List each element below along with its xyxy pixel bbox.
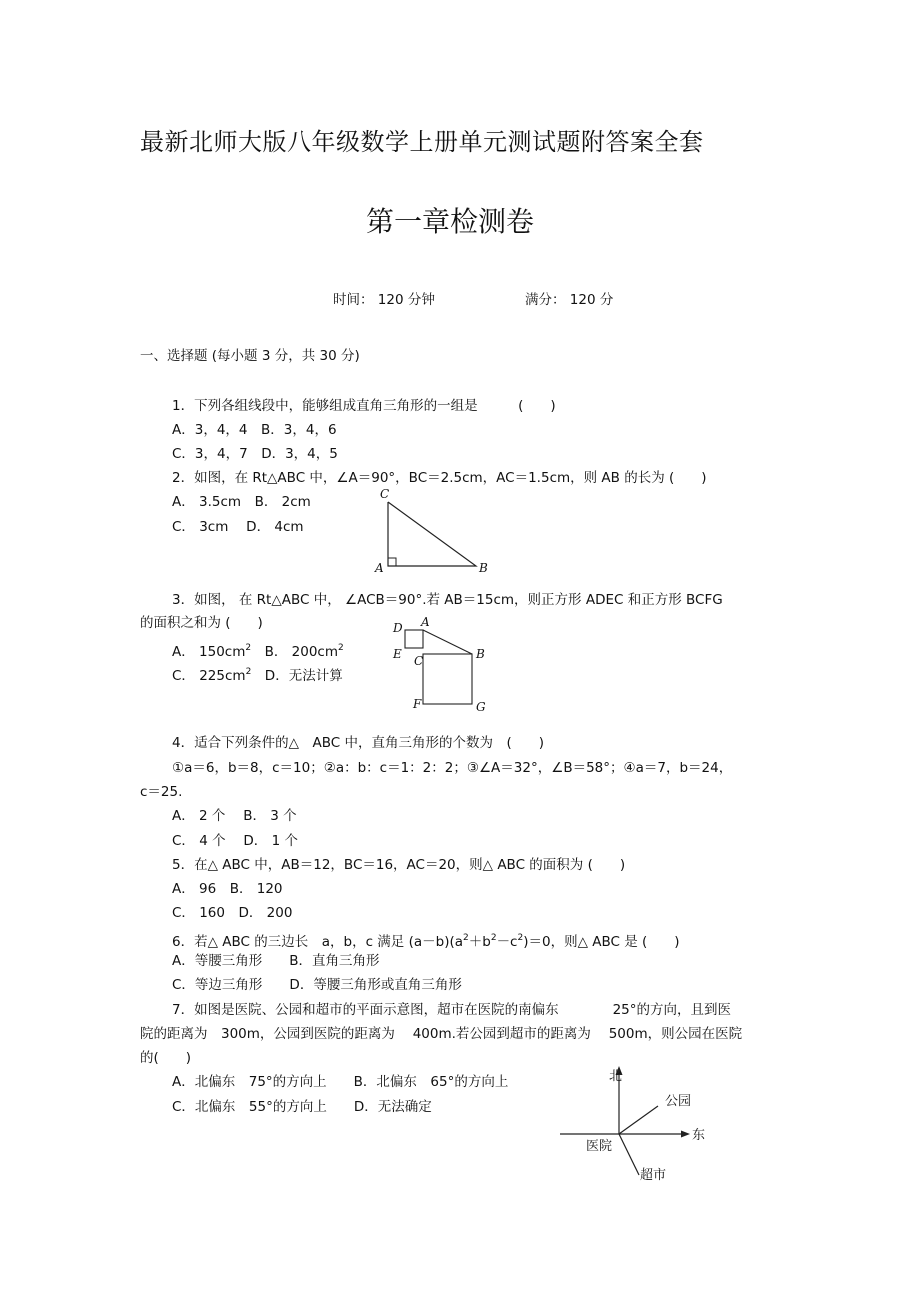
document-title: 最新北师大版八年级数学上册单元测试题附答案全套 (140, 128, 704, 156)
question-7-stem-cont: 院的距离为 300m，公园到医院的距离为 400m.若公园到超市的距离为 500m，则公园在医院 (140, 1026, 743, 1042)
unit-exponent: 2 (245, 643, 252, 653)
exam-time: 时间： 120 分钟 (333, 292, 435, 308)
question-1-options-ab: A．3，4，4 B．3，4，6 (172, 422, 337, 438)
label-d: D (393, 621, 403, 635)
label-north: 北 (609, 1069, 623, 1084)
option-b: B． 200cm (264, 644, 339, 660)
exponent: 2 (517, 933, 524, 943)
path-to-park (619, 1106, 658, 1134)
label-f: F (413, 697, 422, 711)
label-b: B (479, 561, 488, 575)
question-6-options-cd: C．等边三角形 D．等腰三角形或直角三角形 (172, 977, 462, 993)
question-5-stem: 5．在△ ABC 中，AB＝12，BC＝16，AC＝20，则△ ABC 的面积为 ( ) (172, 857, 626, 873)
option-d: D．无法计算 (264, 668, 343, 684)
right-angle-mark (388, 558, 396, 566)
label-e: E (393, 647, 402, 661)
path-to-market (619, 1134, 639, 1175)
exponent: 2 (490, 933, 497, 943)
question-1-stem: 1．下列各组线段中，能够组成直角三角形的一组是 ( ) (172, 398, 556, 414)
label-a: A (421, 615, 430, 629)
label-c: C (380, 487, 390, 501)
stem-part-b: ＋b (468, 934, 491, 950)
triangle-acb (423, 630, 472, 654)
question-2-stem: 2．如图，在 Rt△ABC 中，∠A＝90°，BC＝2.5cm，AC＝1.5cm，则 AB 的长为 ( ) (172, 470, 707, 486)
question-5-options-cd: C． 160 D． 200 (172, 905, 293, 921)
question-7-stem-end: 的( ) (140, 1050, 192, 1066)
triangle-abc (388, 502, 476, 566)
square-bcfg (423, 654, 472, 704)
question-2-options-cd: C． 3cm D． 4cm (172, 519, 304, 535)
question-3-stem-cont: 的面积之和为 ( ) (140, 615, 263, 631)
label-g: G (476, 700, 486, 714)
question-3-stem: 3．如图， 在 Rt△ABC 中， ∠ACB＝90°.若 AB＝15cm，则正方形 ADEC 和正方形 BCFG (172, 592, 723, 608)
question-4-conditions: ①a＝6，b＝8，c＝10；②a：b：c＝1：2：2；③∠A＝32°，∠B＝58°；④a＝7，b＝24， (172, 760, 733, 776)
option-a: A． 150cm (172, 644, 246, 660)
unit-exponent: 2 (245, 667, 252, 677)
exponent: 2 (463, 933, 469, 943)
label-b: B (476, 647, 485, 661)
label-c: C (414, 654, 424, 668)
question-2-triangle-figure (370, 486, 500, 578)
option-c: C． 225cm (172, 668, 246, 684)
question-3-options-cd (172, 660, 343, 688)
section-heading: 一、选择题 (每小题 3 分，共 30 分) (140, 348, 360, 364)
question-7-map-figure (560, 1062, 720, 1186)
label-market: 超市 (640, 1168, 667, 1183)
question-7-options-cd: C．北偏东 55°的方向上 D．无法确定 (172, 1099, 432, 1115)
unit-exponent: 2 (338, 643, 344, 653)
question-1-options-cd: C．3，4，7 D．3，4，5 (172, 446, 338, 462)
label-hospital: 医院 (586, 1139, 613, 1154)
stem-part-a: 6．若△ ABC 的三边长 a，b，c 满足 (a－b)(a (172, 934, 464, 950)
question-5-options-ab: A． 96 B． 120 (172, 881, 283, 897)
label-a: A (375, 561, 384, 575)
question-7-options-ab: A．北偏东 75°的方向上 B．北偏东 65°的方向上 (172, 1074, 509, 1090)
square-adec (405, 630, 423, 648)
question-4-stem: 4．适合下列条件的△ ABC 中，直角三角形的个数为 ( ) (172, 735, 544, 751)
stem-part-d: )＝0，则△ ABC 是 ( ) (523, 934, 680, 950)
question-6-options-ab: A．等腰三角形 B．直角三角形 (172, 953, 380, 969)
question-4-options-ab: A． 2 个 B． 3 个 (172, 808, 297, 824)
question-4-conditions-cont: c＝25. (140, 784, 183, 800)
question-2-options-ab: A． 3.5cm B． 2cm (172, 494, 311, 510)
question-4-options-cd: C． 4 个 D． 1 个 (172, 833, 298, 849)
label-park: 公园 (665, 1094, 692, 1109)
question-7-stem: 7．如图是医院、公园和超市的平面示意图，超市在医院的南偏东 25°的方向，且到医 (172, 1002, 732, 1018)
exam-score: 满分： 120 分 (525, 292, 614, 308)
stem-part-c: －c (496, 934, 518, 950)
east-arrow-icon (681, 1131, 690, 1138)
question-3-squares-figure (388, 614, 498, 718)
chapter-title: 第一章检测卷 (365, 205, 534, 238)
label-east: 东 (692, 1128, 706, 1143)
